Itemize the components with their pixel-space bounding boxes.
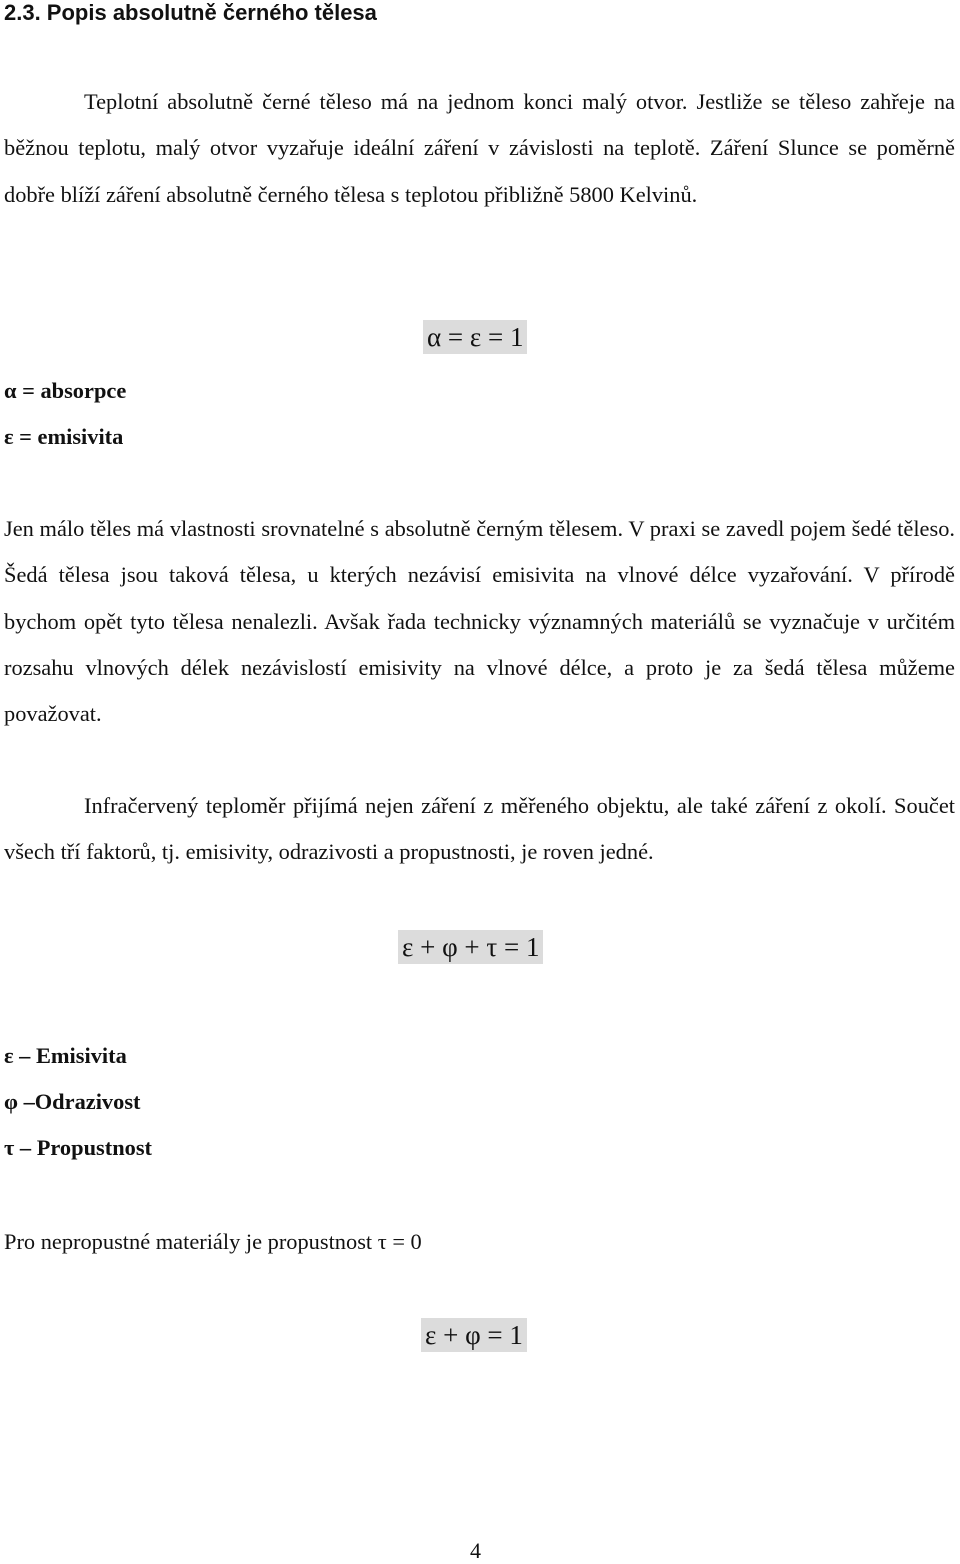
- paragraph-black-body: Teplotní absolutně černé těleso má na jednom konci malý otvor. Jestliže se těleso zahřeje na běžnou teplotu, malý otvor vyzařuje ideální záření v závislosti na teplotě. Záření Slunce se poměrně dobře blíží záření absolutně černého tělesa s teplotou přibližně 5800 Kelvinů.: [4, 89, 955, 207]
- definition-alpha: α = absorpce: [4, 378, 127, 403]
- equation-alpha-epsilon: α = ε = 1: [423, 320, 527, 354]
- paragraph-infrared-thermometer: Infračervený teploměr přijímá nejen záření z měřeného objektu, ale také záření z okolí. Součet všech tří faktorů, tj. emisivity, odrazivosti a propustnosti, je roven jedné.: [4, 793, 955, 865]
- equation-sum-factors: ε + φ + τ = 1: [398, 930, 543, 964]
- page-number: 4: [470, 1538, 481, 1563]
- paragraph-grey-body: Jen málo těles má vlastnosti srovnatelné s absolutně černým tělesem. V praxi se zavedl pojem šedé těleso. Šedá tělesa jsou taková tělesa, u kterých nezávisí emisivita na vlnové délce vyzařování. V přírodě bychom opět tyto tělesa nenalezli. Avšak řada technicky významných materiálů se vyznačuje v určitém rozsahu vlnových délek nezávislostí emisivity na vlnové délce, a proto je za šedá tělesa můžeme považovat.: [4, 516, 955, 727]
- legend-odrazivost: φ –Odrazivost: [4, 1089, 141, 1114]
- definition-epsilon: ε = emisivita: [4, 424, 124, 449]
- legend-emisivita: ε – Emisivita: [4, 1043, 127, 1068]
- statement-opaque-materials: Pro nepropustné materiály je propustnost τ = 0: [4, 1229, 422, 1254]
- legend-propustnost: τ – Propustnost: [4, 1135, 153, 1160]
- section-heading: 2.3. Popis absolutně černého tělesa: [4, 0, 377, 25]
- equation-opaque: ε + φ = 1: [421, 1318, 527, 1352]
